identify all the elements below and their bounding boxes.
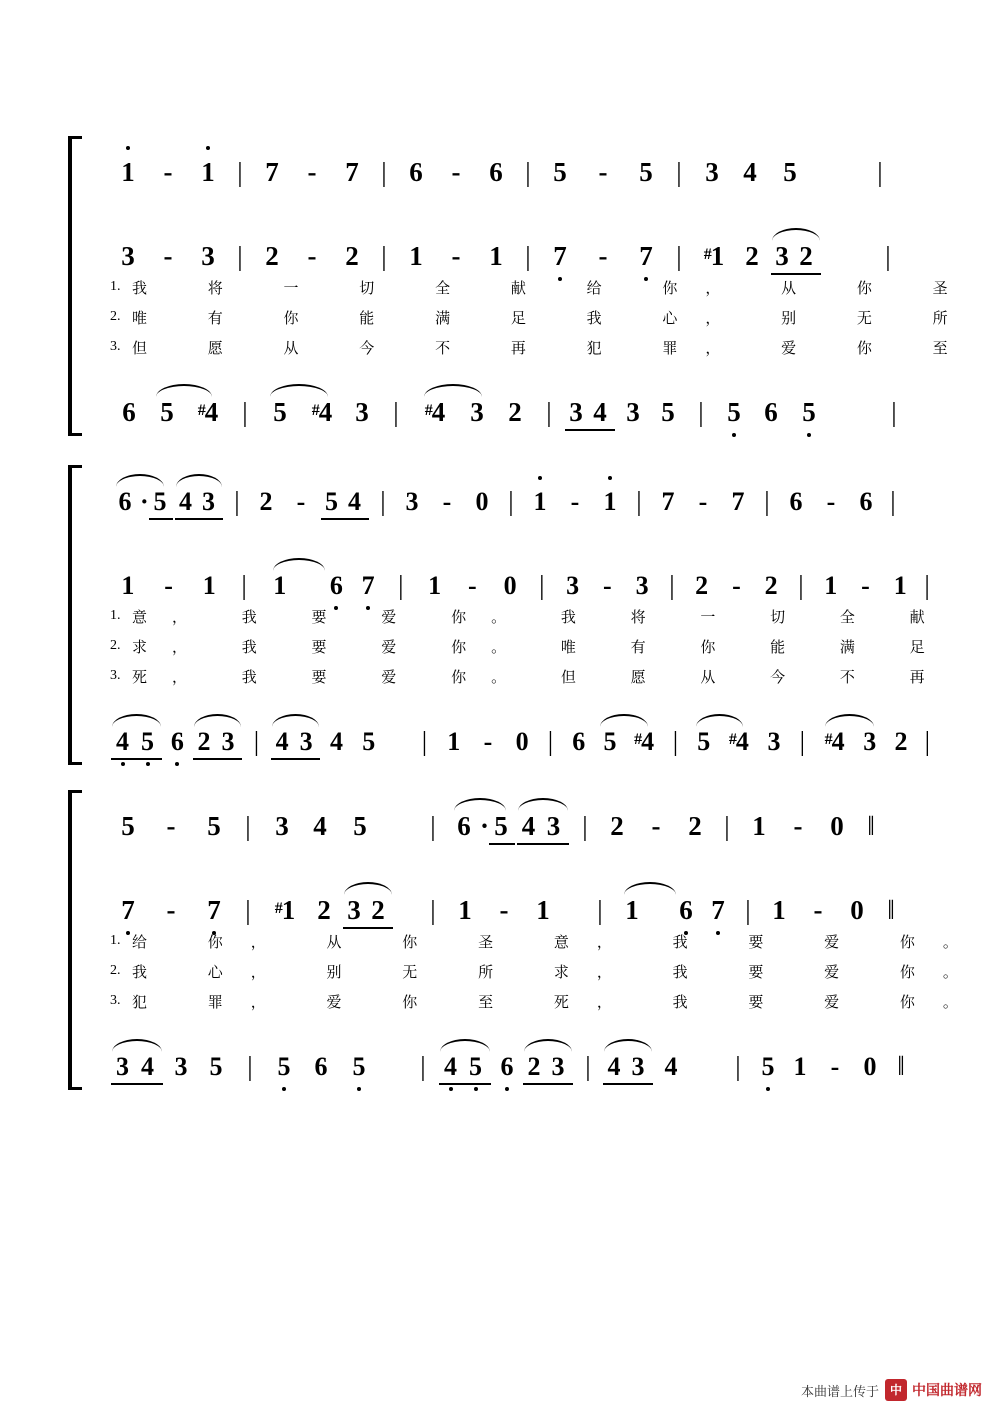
slur [772, 228, 820, 241]
note: 5 [594, 727, 625, 757]
barline: | [924, 726, 931, 756]
note-row-s1-l2 [110, 228, 938, 272]
note-row-s3-l3 [110, 1038, 938, 1082]
note: 1 [428, 571, 442, 600]
slur [273, 558, 325, 571]
note: 2 [610, 811, 624, 841]
lyric-line: 但 愿 从 今 不 再 犯 罪， 爱 你 至 [132, 338, 976, 357]
note-dash: - [570, 487, 580, 516]
slur [696, 714, 743, 727]
note-dash: - [598, 241, 608, 271]
note: 2 [317, 895, 331, 925]
note: 2 [345, 241, 359, 271]
note: 3 [275, 811, 289, 841]
lyric-line: 我 将 一 切 全 献 给 你， 从 你 圣 [132, 278, 976, 297]
barline: | [539, 570, 545, 600]
barline: | [247, 1051, 253, 1081]
verse-number: 3. [110, 993, 121, 1008]
barline: | [676, 241, 682, 271]
barline: | [724, 811, 730, 841]
note: 4 [743, 157, 757, 187]
note-dash: - [442, 487, 452, 516]
note-row-s3-l1 [110, 798, 938, 842]
barline: | [582, 811, 588, 841]
note-dash: - [861, 571, 870, 600]
note: 3 [355, 397, 369, 427]
barline: | [234, 486, 240, 516]
slur [424, 384, 482, 397]
note: 7 [661, 487, 675, 516]
slur [604, 1039, 652, 1052]
verse-number: 2. [110, 309, 121, 324]
beamed-group [270, 727, 321, 757]
note: 3 [201, 241, 215, 271]
note-dash: - [793, 811, 803, 841]
verse-number: 3. [110, 339, 121, 354]
note-sharp: #4 [728, 727, 749, 756]
barline: | [891, 397, 897, 427]
lyric-line: 意， 我 要 爱 你。 我 将 一 切 全 献 [132, 607, 950, 626]
note: 4 [438, 1052, 463, 1082]
barline: | [735, 1051, 741, 1081]
note-dash: - [468, 571, 477, 600]
barline: | [546, 397, 552, 427]
site-name[interactable]: 中国曲谱网 [912, 1383, 982, 1399]
note: 3 [221, 727, 235, 756]
lyric-row-s1-v3 [110, 332, 976, 362]
barline: | [245, 895, 251, 925]
note: 3 [569, 397, 583, 427]
note: 3 [405, 487, 419, 516]
note: 3 [116, 1052, 129, 1081]
note-row-s1-l1 [110, 144, 938, 188]
lyric-line: 求， 我 要 爱 你。 唯 有 你 能 满 足 [132, 637, 950, 656]
barline: | [421, 726, 428, 756]
barline: | [398, 570, 404, 600]
note: 4 [110, 727, 135, 757]
note-dash: - [651, 811, 661, 841]
lyric-line: 唯 有 你 能 满 足 我 心， 别 无 所 [132, 308, 976, 327]
final-barline: ‖ [867, 811, 871, 841]
note: 1 [824, 571, 838, 600]
barline: | [890, 486, 896, 516]
slur [524, 1039, 572, 1052]
note: 4 [664, 1052, 678, 1081]
note-dash: - [164, 571, 173, 600]
final-barline: ‖ [897, 1051, 901, 1081]
lyric-row-s2-v2 [110, 631, 950, 661]
note-dash: - [163, 157, 173, 187]
note: 2 [745, 241, 759, 271]
note: 1 [536, 895, 550, 925]
note: 7 [542, 241, 578, 272]
beamed-group [438, 1052, 492, 1082]
note: 3 [470, 397, 484, 427]
barline: | [798, 570, 804, 600]
barline: | [877, 157, 883, 187]
note: 3 [347, 895, 361, 925]
note-dash: - [307, 241, 317, 271]
barline: | [764, 486, 770, 516]
note: 5 [553, 157, 567, 187]
note: 5 [209, 1052, 223, 1081]
augmentation-dot: · [140, 487, 149, 516]
note: 3 [626, 397, 640, 427]
barline: | [676, 157, 682, 187]
lyric-row-s3-v1 [110, 926, 986, 956]
note: 6 [314, 1052, 328, 1081]
barline: | [525, 157, 531, 187]
note: 2 [197, 727, 211, 756]
note: 5 [340, 1052, 378, 1082]
note: 2 [527, 1052, 541, 1081]
note-dash: - [698, 487, 708, 516]
lyric-line: 犯 罪， 爱 你 至 死， 我 要 爱 你。 [132, 992, 986, 1011]
note: 1 [190, 157, 226, 188]
note: 7 [345, 157, 359, 187]
slur [112, 1039, 162, 1052]
slur [454, 798, 506, 811]
note: 5 [362, 727, 376, 756]
note: 6 [489, 157, 503, 187]
verse-number: 1. [110, 279, 121, 294]
note: 5 [716, 397, 752, 428]
note: 5 [325, 487, 338, 516]
note: 1 [110, 157, 146, 188]
beamed-group [342, 895, 394, 926]
beamed-group [522, 1052, 574, 1082]
note-dash: - [732, 571, 741, 600]
note: 5 [790, 397, 828, 428]
note: 6 [572, 727, 586, 756]
barline: | [508, 486, 514, 516]
note-sharp: #1 [274, 895, 296, 925]
verse-number: 2. [110, 638, 121, 653]
barline: | [380, 486, 386, 516]
verse-number: 1. [110, 933, 121, 948]
note-dash: - [830, 1052, 840, 1081]
note: 3 [635, 571, 649, 600]
note: 4 [521, 811, 536, 841]
note: 2 [371, 895, 385, 925]
barline: | [585, 1051, 591, 1081]
barline: | [745, 895, 751, 925]
system-2 [68, 465, 950, 765]
slur [194, 714, 241, 727]
system-brace [68, 465, 82, 765]
note: 5 [148, 397, 186, 428]
note: 1 [594, 487, 626, 517]
note-sharp: #4 [412, 397, 458, 428]
note-row-s2-l2 [110, 557, 938, 601]
note: 5 [266, 1052, 302, 1082]
note: 5 [121, 811, 135, 841]
verse-number: 2. [110, 963, 121, 978]
note: 4 [607, 1052, 621, 1081]
note-sharp: #1 [703, 241, 725, 271]
note-row-s3-l2 [110, 882, 938, 926]
slur [600, 714, 647, 727]
note: 3 [546, 811, 561, 841]
barline: | [799, 726, 806, 756]
note: 3 [121, 241, 135, 271]
note: 4 [141, 1052, 154, 1081]
note: 5 [353, 811, 367, 841]
note: 1 [202, 571, 216, 600]
note: 3 [705, 157, 719, 187]
note: 1 [489, 241, 503, 271]
barline: | [393, 397, 399, 427]
note: 3 [631, 1052, 645, 1081]
note: 6 [859, 487, 873, 516]
barline: | [547, 726, 554, 756]
note: 1 [409, 241, 423, 271]
note: 5 [494, 811, 508, 841]
note-dash: - [163, 241, 173, 271]
note: 4 [179, 487, 192, 516]
note: 2 [799, 241, 813, 271]
note: 2 [695, 571, 709, 600]
note: 5 [688, 727, 719, 757]
note-rest: 0 [475, 487, 489, 516]
barline: | [381, 241, 387, 271]
lyric-row-s2-v1 [110, 601, 950, 631]
lyric-line: 死， 我 要 爱 你。 但 愿 从 今 不 再 [132, 667, 950, 686]
note: 5 [752, 1052, 784, 1082]
note-dash: - [296, 487, 306, 516]
note-rest: 0 [515, 727, 529, 756]
barline: | [885, 241, 891, 271]
note: 1 [524, 487, 556, 517]
note-dash: - [166, 811, 176, 841]
slur [624, 882, 676, 895]
note-dash: - [603, 571, 612, 600]
note: 5 [260, 397, 300, 428]
note-rest: 0 [830, 811, 844, 841]
slur [112, 714, 161, 727]
note: 4 [313, 811, 327, 841]
note-dash: - [166, 895, 176, 925]
beamed-group [564, 397, 616, 428]
note-dash: - [307, 157, 317, 187]
lyric-row-s1-v1 [110, 272, 976, 302]
lyric-row-s3-v2 [110, 956, 986, 986]
note: 6 [163, 727, 192, 757]
note-sharp: #4 [815, 727, 854, 757]
augmentation-dot: · [480, 811, 490, 841]
note-sharp: #4 [197, 397, 219, 427]
barline: | [241, 570, 247, 600]
note-dash: - [499, 895, 509, 925]
footer-credit [801, 1379, 982, 1401]
note: 4 [275, 727, 289, 756]
note: 5 [153, 487, 167, 516]
barline: | [430, 811, 436, 841]
note: 6 [764, 397, 778, 427]
barline: | [381, 157, 387, 187]
barline: | [672, 726, 679, 756]
note: 5 [135, 727, 160, 757]
note: 2 [764, 571, 778, 600]
note: 7 [628, 241, 664, 272]
note-rest: 0 [850, 895, 864, 925]
beamed-group [148, 487, 174, 517]
barline: | [698, 397, 704, 427]
note-dash: - [826, 487, 836, 516]
note: 5 [207, 811, 221, 841]
system-brace [68, 790, 82, 1090]
slur [344, 882, 392, 895]
note-row-s2-l1 [110, 473, 938, 517]
lyric-row-s2-v3 [110, 661, 950, 691]
note: 6 [448, 811, 480, 842]
barline: | [237, 157, 243, 187]
beamed-group [320, 487, 370, 517]
note: 1 [614, 895, 650, 926]
note: 3 [863, 727, 877, 756]
note: 6 [492, 1052, 522, 1082]
beamed-group [488, 811, 516, 842]
beamed-group [174, 487, 224, 517]
note-rest: 0 [863, 1052, 877, 1081]
beamed-group [516, 811, 570, 842]
beamed-group [110, 727, 163, 757]
beamed-group [602, 1052, 654, 1082]
note: 1 [121, 571, 135, 600]
note-rest: 0 [503, 571, 517, 600]
barline: | [420, 1051, 426, 1081]
note: 2 [265, 241, 279, 271]
note: 1 [752, 811, 766, 841]
note: 6 [789, 487, 803, 516]
note: 3 [174, 1052, 188, 1081]
note-sharp: #4 [634, 727, 655, 756]
barline: | [253, 726, 260, 756]
note: 7 [352, 571, 384, 601]
slur [440, 1039, 490, 1052]
note: 5 [783, 157, 797, 187]
note-dash: - [598, 157, 608, 187]
slur [272, 714, 319, 727]
note: 6 [110, 487, 140, 517]
note: 4 [348, 487, 361, 516]
barline: | [237, 241, 243, 271]
note: 7 [110, 895, 146, 926]
barline: | [669, 570, 675, 600]
system-brace [68, 136, 82, 436]
note: 1 [893, 571, 907, 600]
verse-number: 1. [110, 608, 121, 623]
note: 2 [688, 811, 702, 841]
slur [270, 384, 328, 397]
note: 6 [320, 571, 352, 601]
note-row-s2-l3 [110, 713, 938, 757]
note: 2 [894, 727, 908, 756]
note: 3 [775, 241, 789, 271]
note: 3 [202, 487, 215, 516]
lyric-line: 我 心， 别 无 所 求， 我 要 爱 你。 [132, 962, 986, 981]
barline: | [525, 241, 531, 271]
barline: | [636, 486, 642, 516]
note: 1 [458, 895, 472, 925]
note-dash: - [483, 727, 493, 756]
system-3 [68, 790, 986, 1090]
note: 2 [259, 487, 273, 516]
note-dash: - [451, 157, 461, 187]
note: 4 [593, 397, 607, 427]
system-1 [68, 136, 976, 436]
note-dash: - [451, 241, 461, 271]
slur [518, 798, 568, 811]
note: 6 [409, 157, 423, 187]
note: 6 [670, 895, 702, 926]
note: 6 [122, 397, 136, 427]
lyric-line: 给 你， 从 你 圣 意， 我 要 爱 你。 [132, 932, 986, 951]
note: 3 [767, 727, 781, 756]
note: 7 [196, 895, 232, 926]
note: 5 [463, 1052, 488, 1082]
note: 1 [772, 895, 786, 925]
note: 3 [299, 727, 313, 756]
barline: | [597, 895, 603, 925]
note: 1 [261, 571, 299, 601]
slur [176, 474, 222, 487]
slur [116, 474, 164, 487]
slur [156, 384, 212, 397]
barline: | [242, 397, 248, 427]
note: 4 [330, 727, 344, 756]
note: 3 [551, 1052, 565, 1081]
site-logo-icon: 中 [885, 1379, 907, 1401]
beamed-group [110, 1052, 164, 1082]
note: 3 [566, 571, 580, 600]
final-barline: ‖ [887, 895, 891, 925]
note-dash: - [813, 895, 823, 925]
verse-number: 3. [110, 668, 121, 683]
note: 1 [447, 727, 461, 756]
beamed-group [770, 241, 822, 272]
barline: | [924, 570, 930, 600]
note: 5 [661, 397, 675, 427]
barline: | [430, 895, 436, 925]
note: 1 [793, 1052, 807, 1081]
note-sharp: #4 [311, 397, 333, 427]
lyric-row-s3-v3 [110, 986, 986, 1016]
slur [825, 714, 874, 727]
note-row-s1-l3 [110, 384, 938, 428]
note: 7 [265, 157, 279, 187]
note: 7 [702, 895, 734, 926]
note: 2 [508, 397, 522, 427]
lyric-row-s1-v2 [110, 302, 976, 332]
beamed-group [192, 727, 243, 757]
footer-credit-text: 本曲谱上传于 [800, 1384, 879, 1400]
note: 5 [639, 157, 653, 187]
note: 7 [731, 487, 745, 516]
barline: | [245, 811, 251, 841]
